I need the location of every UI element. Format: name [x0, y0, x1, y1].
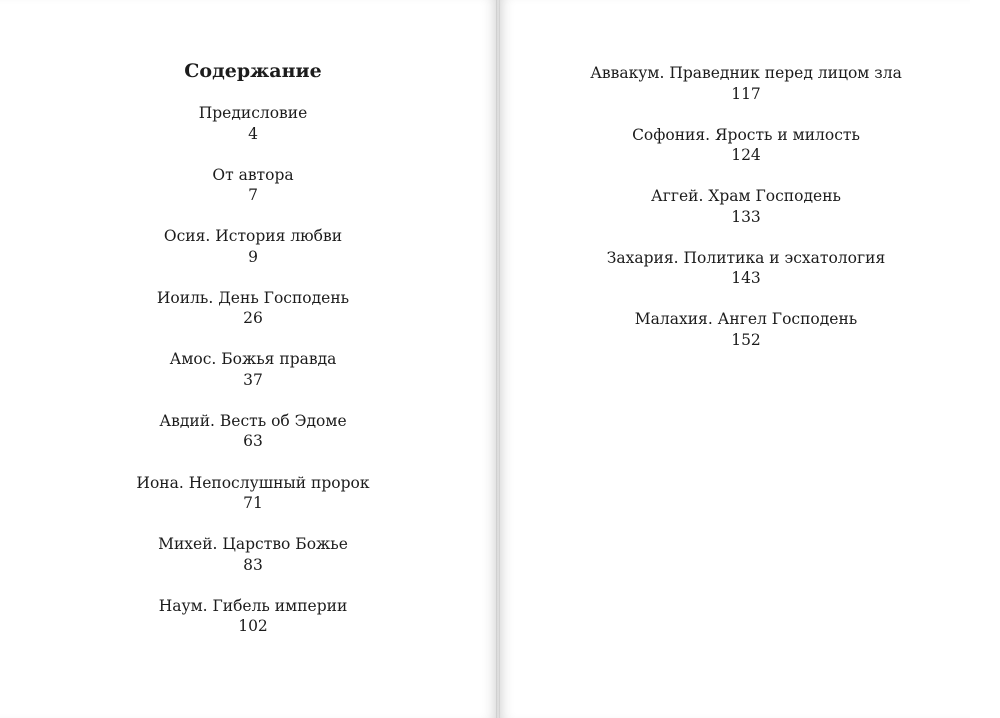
toc-entry-page-number: 143: [731, 269, 761, 288]
toc-entry-title: Амос. Божья правда: [169, 350, 337, 369]
toc-entry-page-number: 7: [248, 186, 258, 205]
toc-entry-title: Осия. История любви: [163, 227, 343, 246]
toc-entry: [0, 103, 496, 165]
toc-entry: [0, 411, 496, 473]
toc-entry: [0, 226, 496, 288]
toc-heading: Содержание: [184, 60, 322, 82]
toc-entry-page-number: 117: [731, 84, 761, 103]
toc-entry-title: Аггей. Храм Господень: [651, 187, 841, 206]
left-page: [0, 0, 496, 718]
toc-entry-title: Малахия. Ангел Господень: [634, 310, 858, 329]
toc-entry: [0, 534, 496, 596]
toc-entry-page-number: 152: [731, 330, 761, 349]
toc-entry-title: Иоиль. День Господень: [156, 288, 350, 307]
outer-margin: [970, 0, 1000, 718]
right-page: [500, 0, 970, 718]
toc-entry-title: Наум. Гибель империи: [158, 596, 348, 615]
toc-entry-title: Софония. Ярость и милость: [632, 125, 860, 144]
toc-entry-title: Михей. Царство Божье: [158, 535, 348, 554]
toc-entry-page-number: 71: [243, 494, 263, 513]
toc-entry-title: Предисловие: [198, 104, 308, 122]
toc-entry-title: Иона. Непослушный пророк: [136, 473, 370, 492]
toc-entry-page-number: 83: [243, 555, 263, 574]
toc-entry-page-number: 133: [731, 207, 761, 226]
toc-entry-page-number: 102: [238, 617, 268, 636]
toc-list-right: [500, 63, 970, 371]
toc-entry-title: Захария. Политика и эсхатология: [606, 248, 886, 267]
toc-entry: [0, 473, 496, 535]
toc-entry-title: Авдий. Весть об Эдоме: [159, 411, 347, 430]
toc-entry: [0, 288, 496, 350]
toc-entry-page-number: 26: [243, 309, 263, 328]
toc-entry: [0, 165, 496, 227]
toc-entry-page-number: 124: [731, 146, 761, 165]
toc-entry: [500, 63, 970, 125]
toc-entry: [0, 596, 496, 658]
toc-entry-title: От автора: [212, 165, 294, 184]
toc-entry: [500, 309, 970, 371]
toc-entry-page-number: 63: [243, 432, 263, 451]
toc-entry: [0, 349, 496, 411]
toc-entry: [500, 125, 970, 187]
toc-list-left: [0, 103, 496, 657]
toc-entry-title: Аввакум. Праведник перед лицом зла: [590, 64, 902, 82]
toc-entry-page-number: 9: [248, 247, 258, 266]
toc-entry: [500, 248, 970, 310]
toc-entry: [500, 186, 970, 248]
toc-entry-page-number: 4: [248, 124, 258, 143]
toc-entry-page-number: 37: [243, 370, 263, 389]
